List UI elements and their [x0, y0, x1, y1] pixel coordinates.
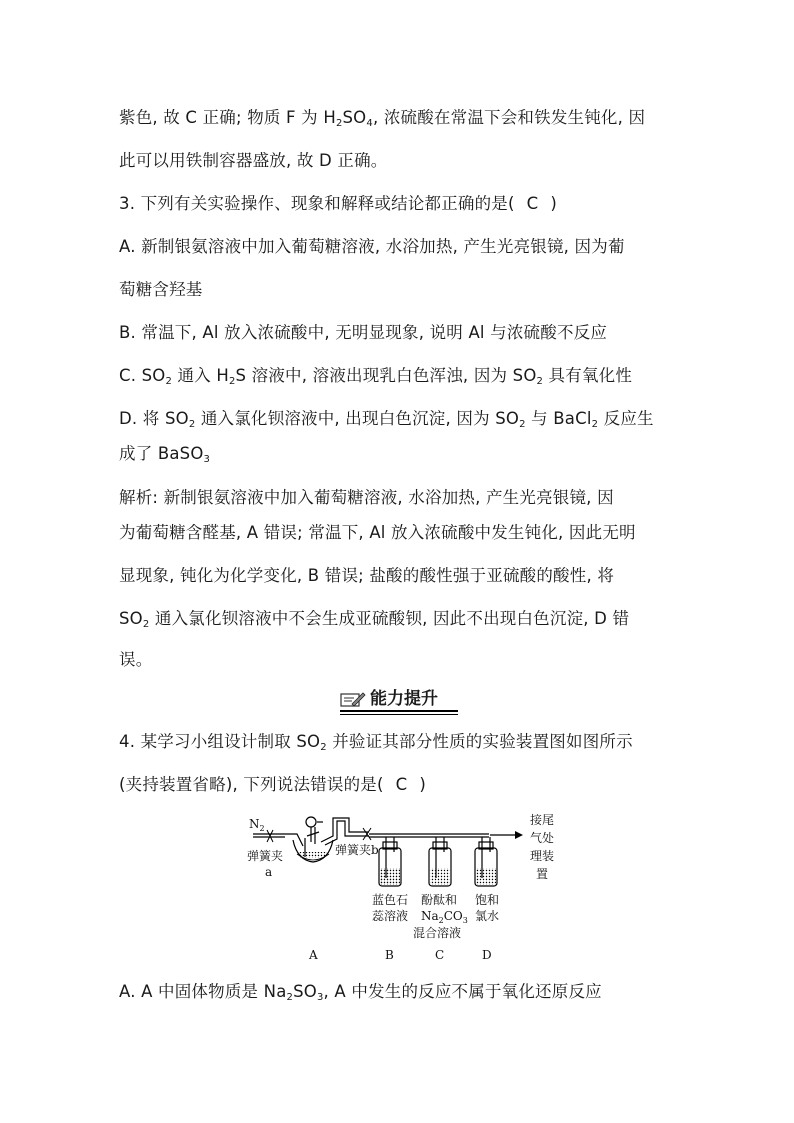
text-line: [119, 108, 645, 128]
heading-underline-thin: [340, 714, 458, 715]
subscript: 2: [188, 419, 196, 430]
question-4-stem: [119, 732, 633, 752]
text-span: 3. 下列有关实验操作、现象和解释或结论都正确的是(: [119, 194, 515, 213]
subscript: 2: [142, 619, 150, 630]
explanation-line: [119, 609, 629, 629]
text-span: 为葡萄糖含醛基, A 错误; 常温下, Al 放入浓硫酸中发生钝化, 因此无明: [119, 523, 636, 542]
bottle-d-label-1: 饱和: [475, 893, 500, 907]
n2-label: $N_2$: [249, 817, 265, 833]
text-span: 与 BaCl: [525, 409, 592, 428]
text-span: 通入氯化钡溶液中不会生成亚硫酸钡, 因此不出现白色沉淀, D 错: [149, 609, 630, 628]
subscript: 2: [320, 742, 327, 753]
text-span: 显现象, 钝化为化学变化, B 错误; 盐酸的酸性强于亚硫酸的酸性, 将: [119, 566, 615, 585]
question-4-stem-cont: [119, 775, 426, 795]
subscript: 2: [591, 419, 599, 430]
text-span: 4. 某学习小组设计制取 SO: [119, 732, 321, 751]
text-span: , 浓硫酸在常温下会和铁发生钝化, 因: [372, 108, 646, 127]
text-span: ): [550, 194, 557, 213]
q4-option-a: [119, 982, 602, 1002]
text-span: 通入 H: [172, 366, 229, 385]
option-a-cont: [119, 280, 203, 300]
bottle-d-label-2: 氯水: [475, 909, 500, 923]
text-span: 并验证其部分性质的实验装置图如图所示: [326, 732, 633, 751]
text-span: 成了 BaSO: [119, 444, 204, 463]
text-span: SO: [342, 108, 367, 127]
option-b: [119, 323, 607, 343]
text-span: C. SO: [119, 366, 166, 385]
text-line: [119, 151, 388, 171]
subscript: 3: [316, 992, 324, 1003]
tail-label-1: 接尾: [530, 813, 555, 827]
apparatus-letter-c: C: [435, 948, 445, 962]
explanation-line: [119, 650, 152, 670]
text-span: S 溶液中, 溶液出现乳白色浑浊, 因为 SO: [235, 366, 537, 385]
heading-underline: [340, 710, 458, 712]
option-c: [119, 366, 632, 386]
text-span: A. 新制银氨溶液中加入葡萄糖溶液, 水浴加热, 产生光亮银镜, 因为葡: [119, 237, 625, 256]
subscript: 4: [366, 118, 373, 129]
tail-label-4: 置: [536, 867, 549, 881]
text-span: SO: [119, 609, 143, 628]
bottle-c-label-2: $Na_2CO_3$: [421, 909, 468, 925]
text-span: 反应生: [598, 409, 654, 428]
text-span: (夹持装置省略), 下列说法错误的是(: [119, 775, 384, 794]
text-span: SO: [293, 982, 317, 1001]
apparatus-letter-a: A: [309, 948, 318, 962]
text-span: 此可以用铁制容器盛放, 故 D 正确。: [119, 151, 388, 170]
text-span: D. 将 SO: [119, 409, 189, 428]
text-span: 萄糖含羟基: [119, 280, 203, 299]
text-span: 解析: 新制银氨溶液中加入葡萄糖溶液, 水浴加热, 产生光亮银镜, 因: [119, 488, 614, 507]
text-span: A. A 中固体物质是 Na: [119, 982, 287, 1001]
subscript: 2: [228, 376, 236, 387]
answer-letter: C: [526, 194, 539, 213]
explanation-line: [119, 566, 614, 586]
clip-b-label: 弹簧夹b: [335, 843, 379, 857]
answer-letter: C: [395, 775, 408, 794]
arrow-icon: [515, 831, 523, 839]
apparatus-letter-d: D: [482, 948, 492, 962]
section-heading: [340, 688, 460, 712]
option-a: [119, 237, 625, 257]
text-span: ): [419, 775, 426, 794]
tail-label-3: 理装: [530, 849, 555, 863]
section-title: 能力提升: [370, 689, 438, 709]
subscript: 2: [286, 992, 294, 1003]
option-d: [119, 409, 654, 429]
question-3-stem: [119, 194, 557, 214]
subscript: 2: [165, 376, 173, 387]
subscript: 2: [335, 118, 343, 129]
explanation-line: [119, 488, 614, 508]
apparatus-figure: [245, 812, 565, 967]
text-span: 误。: [119, 650, 153, 669]
clip-a-label: 弹簧夹: [247, 849, 284, 863]
text-span: 紫色, 故 C 正确; 物质 F 为 H: [119, 108, 336, 127]
text-span: , A 中发生的反应不属于氧化还原反应: [323, 982, 602, 1001]
subscript: 2: [519, 419, 526, 430]
bottle-b-label-1: 蓝色石: [372, 893, 409, 907]
text-span: 通入氯化钡溶液中, 出现白色沉淀, 因为 SO: [195, 409, 520, 428]
apparatus-letter-b: B: [385, 948, 394, 962]
bottle-b-label-2: 蕊溶液: [372, 909, 409, 923]
text-span: 具有氧化性: [543, 366, 633, 385]
bottle-c-label-3: 混合溶液: [413, 926, 462, 940]
clip-a-letter: a: [265, 865, 273, 879]
option-d-cont: [119, 444, 210, 464]
subscript: 2: [536, 376, 544, 387]
bottle-c-label-1: 酚酞和: [421, 893, 458, 907]
text-span: B. 常温下, Al 放入浓硫酸中, 无明显现象, 说明 Al 与浓硫酸不反应: [119, 323, 608, 342]
tail-label-2: 气处: [530, 831, 555, 845]
explanation-line: [119, 523, 636, 543]
subscript: 3: [203, 454, 211, 465]
pencil-note-icon: [340, 690, 366, 708]
